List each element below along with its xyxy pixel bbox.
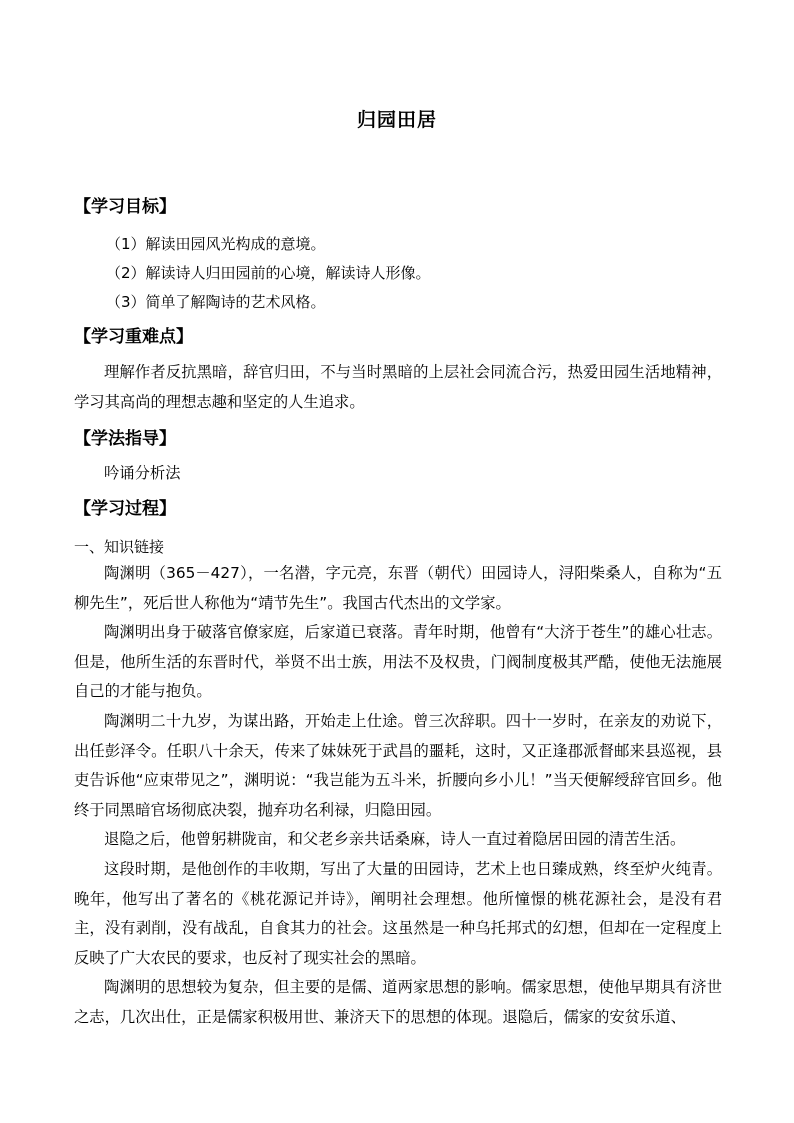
knowledge-link-subheading: 一、知识链接 xyxy=(74,538,165,556)
heading-method: 【学法指导】 xyxy=(74,429,176,449)
paragraph-background: 陶渊明出身于破落官僚家庭，后家道已衰落。青年时期，他曾有“大济于苍生”的雄心壮志。但是，他所生活的东晋时代，举贤不出士族，用法不及权贵，门阀制度极其严酷，使他无法施展自己的才能与抱负。 xyxy=(74,623,722,701)
objective-item-2: （2）解读诗人归田园前的心境，解读诗人形像。 xyxy=(106,264,431,282)
objective-item-3: （3）简单了解陶诗的艺术风格。 xyxy=(106,293,326,311)
paragraph-career: 陶渊明二十九岁，为谋出路，开始走上仕途。曾三次辞职。四十一岁时，在亲友的劝说下，出任彭泽令。任职八十余天，传来了妹妹死于武昌的噩耗，这时，又正逢郡派督邮来县巡视，县吏告诉他“应束带见之”，渊明说：“我岂能为五斗米，折腰向乡小儿！”当天便解绶辞官回乡。他终于同黑暗官场彻底决裂，抛弃功名利禄，归隐田园。 xyxy=(74,712,722,819)
heading-key-points: 【学习重难点】 xyxy=(74,327,193,347)
method-text: 吟诵分析法 xyxy=(104,464,181,482)
paragraph-thought: 陶渊明的思想较为复杂，但主要的是儒、道两家思想的影响。儒家思想，使他早期具有济世之志，几次出仕，正是儒家积极用世、兼济天下的思想的体现。退隐后，儒家的安贫乐道、 xyxy=(74,978,722,1026)
heading-objectives: 【学习目标】 xyxy=(74,197,176,217)
document-title: 归园田居 xyxy=(356,109,437,131)
paragraph-biography: 陶渊明（365－427），一名潜，字元亮，东晋（朝代）田园诗人，浔阳柴桑人，自称为“五柳先生”，死后世人称他为“靖节先生”。我国古代杰出的文学家。 xyxy=(74,564,722,612)
paragraph-retirement: 退隐之后，他曾躬耕陇亩，和父老乡亲共话桑麻，诗人一直过着隐居田园的清苦生活。 xyxy=(104,830,686,848)
paragraph-creative-period: 这段时期，是他创作的丰收期，写出了大量的田园诗，艺术上也日臻成熟，终至炉火纯青。晚年，他写出了著名的《桃花源记并诗》，阐明社会理想。他所憧憬的桃花源社会，是没有君主，没有剥削，没有战乱，自食其力的社会。这虽然是一种乌托邦式的幻想，但却在一定程度上反映了广大农民的要求，也反衬了现实社会的黑暗。 xyxy=(74,860,722,967)
key-points-paragraph: 理解作者反抗黑暗，辞官归田，不与当时黑暗的上层社会同流合污，热爱田园生活地精神，学习其高尚的理想志趣和坚定的人生追求。 xyxy=(74,363,722,411)
heading-process: 【学习过程】 xyxy=(74,499,176,519)
objective-item-1: （1）解读田园风光构成的意境。 xyxy=(106,235,326,253)
